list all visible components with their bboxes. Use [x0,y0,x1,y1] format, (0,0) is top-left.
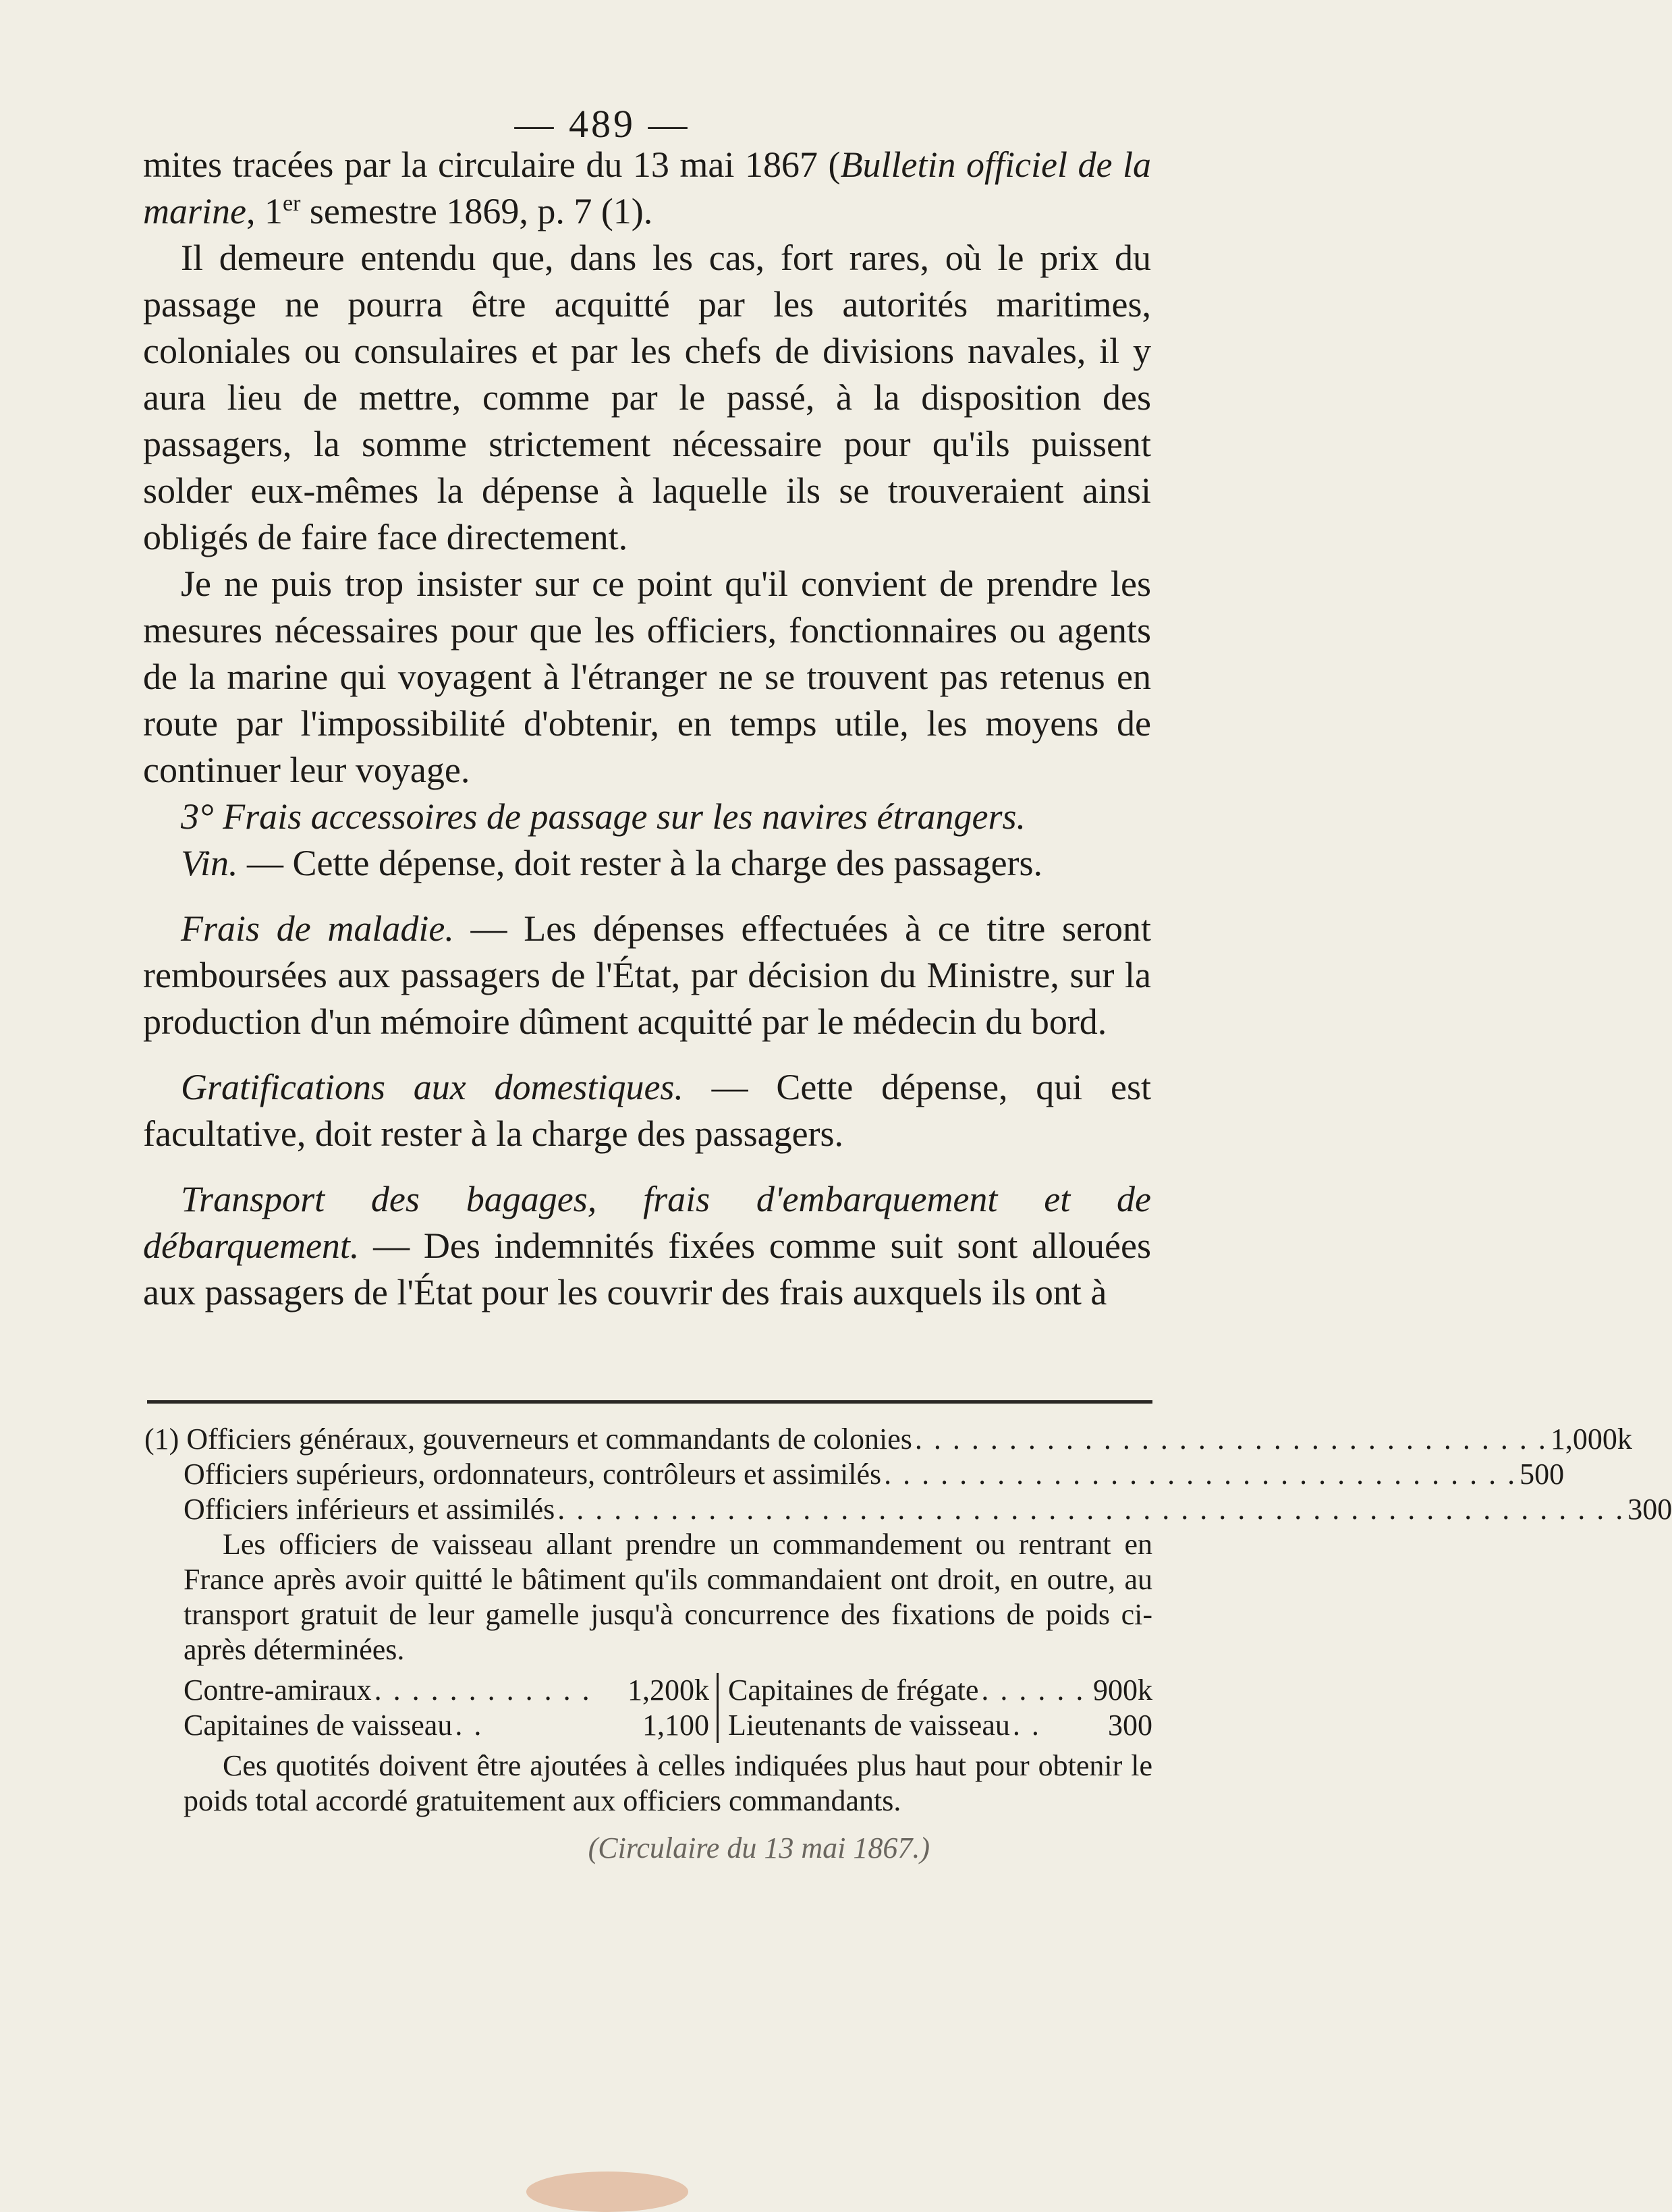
page-number: — 489 — [514,102,690,146]
paragraph-vin [143,840,1151,887]
item-label: Gratifications aux domestiques. [181,1067,684,1107]
rank-label: Capitaines de frégate [728,1674,979,1707]
dot-leader: . . [1012,1709,1041,1742]
rank-entry [184,1673,717,1708]
rank-value: 1,200k [628,1674,709,1707]
footnote-row-value: 500 [1520,1458,1565,1491]
rank-entry [717,1708,1152,1743]
rank-entry [717,1673,1152,1708]
dot-leader: . . . . . . . . . . . . [374,1674,592,1707]
rank-value: 1,100 [642,1709,709,1742]
paragraph-maladie [143,906,1151,1045]
rank-label: Capitaines de vaisseau [184,1709,453,1742]
dot-leader: . . . . . . . . . . . . . . . . . . . . . . . . . . . . . . . . . . . . . . . . . . . . . . . . . . . . . . . . . [557,1493,1625,1526]
footnote-marker: (1) [144,1422,179,1456]
paper-stain [526,2172,688,2212]
rank-value: 900k [1093,1674,1152,1707]
footnote-row-label: Officiers supérieurs, ordonnateurs, contrôleurs et assimilés [184,1458,882,1491]
main-text [143,142,1151,1316]
section-heading: 3° Frais accessoires de passage sur les navires étrangers. [181,796,1026,837]
footnote [144,1422,1672,1866]
dot-leader: . . [455,1709,484,1742]
paragraph-gratifications [143,1064,1151,1157]
footnote-row [144,1422,1632,1457]
item-text: — Cette dépense, doit rester à la charge des passagers. [238,843,1043,883]
dot-leader: . . . . . . . . . . . . . . . . . . . . . . . . . . . . . . . . . . [914,1422,1548,1456]
paragraph-measures: Je ne puis trop insister sur ce point qu'il convient de prendre les mesures nécessaires pour que les officiers, fonctionnaires ou agents de la marine qui voyagent à l'étranger ne se trouvent pas retenus en route par l'impossibilité d'obtenir, en temps utile, les moyens de continuer leur voyage. [143,563,1151,790]
superscript: er [282,191,301,216]
footnote-paragraph-officers: Les officiers de vaisseau allant prendre un commandement ou rentrant en France après avoir quitté le bâtiment qu'ils commandaient ont droit, en outre, au transport gratuit de leur gamelle jusqu'à concurrence des fixations de poids ci-après déterminées. [184,1528,1152,1666]
rank-label: Contre-amiraux [184,1674,372,1707]
paragraph-transport [143,1176,1151,1316]
rank-value: 300 [1108,1709,1152,1742]
footnote-row-value: 1,000k [1550,1422,1632,1456]
text-run: semestre 1869, p. 7 (1). [300,191,653,231]
footnote-divider [147,1400,1152,1404]
item-label: Frais de maladie. [181,908,454,949]
footnote-row [144,1492,1672,1527]
footnote-row [144,1457,1565,1492]
item-label: Vin. [181,843,238,883]
footnote-row-value: 300 [1627,1493,1672,1526]
footnote-paragraph-quotas: Ces quotités doivent être ajoutées à celles indiquées plus haut pour obtenir le poids total accordé gratuitement aux officiers commandants. [184,1749,1152,1817]
rank-label: Lieutenants de vaisseau [728,1709,1010,1742]
rank-entry [184,1708,717,1743]
dot-leader: . . . . . . [981,1674,1086,1707]
citation: (Circulaire du 13 mai 1867.) [588,1831,930,1864]
item-text: — Les dépenses effectuées à ce titre seront remboursées aux passagers de l'État, par décision du Ministre, sur la production d'un mémoire dûment acquitté par le médecin du bord. [143,908,1151,1042]
item-text: — Des indemnités fixées comme suit sont allouées aux passagers de l'État pour les couvrir des frais auxquels ils ont à [143,1225,1151,1312]
text-run: mites tracées par la circulaire du 13 mai 1867 ( [143,144,841,185]
gamelle-weights [144,1673,1152,1743]
bulletin-title: Bulletin officiel de la marine [143,144,1151,231]
text-run: , 1 [246,191,283,231]
footnote-row-label: Officiers inférieurs et assimilés [184,1493,555,1526]
paragraph-passage-payment: Il demeure entendu que, dans les cas, fort rares, où le prix du passage ne pourra être acquitté par les autorités maritimes, coloniales ou consulaires et par les chefs de divisions navales, il y aura lieu de mettre, comme par le passé, à la disposition des passagers, la somme strictement nécessaire pour qu'ils puissent solder eux-mêmes la dépense à laquelle ils se trouveraient ainsi obligés de faire face directement. [143,238,1151,557]
item-text: — Cette dépense, qui est facultative, doit rester à la charge des passagers. [143,1067,1151,1154]
item-label: Transport des bagages, frais d'embarquement et de débarquement. [143,1179,1151,1266]
paragraph-continuation [143,142,1151,235]
footnote-row-label: Officiers généraux, gouverneurs et commandants de colonies [186,1422,912,1456]
dot-leader: . . . . . . . . . . . . . . . . . . . . . . . . . . . . . . . . . . [884,1458,1517,1491]
